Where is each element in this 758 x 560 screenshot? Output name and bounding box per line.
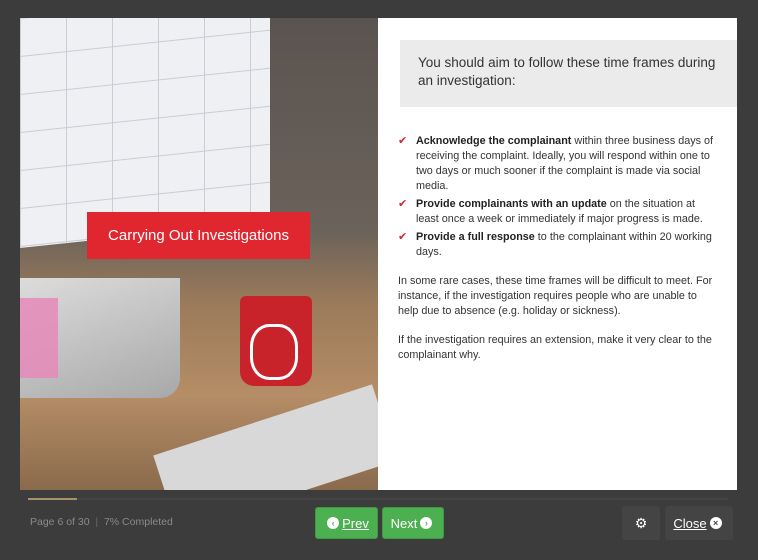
- keyboard-image: [153, 384, 378, 490]
- separator: |: [92, 516, 102, 528]
- close-button[interactable]: [665, 506, 733, 540]
- check-icon: ✔: [398, 135, 408, 147]
- slide-title-banner: Carrying Out Investigations: [87, 212, 310, 259]
- settings-button[interactable]: [622, 506, 660, 540]
- list-item: [398, 230, 720, 260]
- slide: [20, 18, 737, 490]
- list-item: [398, 134, 720, 194]
- next-button[interactable]: [382, 507, 444, 539]
- list-item: [398, 197, 720, 227]
- gears-icon: ⚙: [634, 514, 648, 531]
- completed-label: 7% Completed: [103, 516, 173, 528]
- sticky-note-image: [20, 298, 58, 378]
- chevron-left-icon: ‹: [327, 517, 339, 529]
- check-icon: ✔: [398, 231, 408, 243]
- prev-button[interactable]: [315, 507, 378, 539]
- paragraph: In some rare cases, these time frames will be difficult to meet. For instance, if the investigation requires people who are unable to help due to absence (e.g. holiday or sickness).: [398, 275, 713, 317]
- intro-box: You should aim to follow these time frames during an investigation:: [400, 40, 737, 107]
- bullet-text: within three business days of receiving the complaint. Ideally, you will respond within one to two days or much sooner if the complaint is made via social media.: [416, 135, 714, 192]
- page-status: [30, 516, 173, 528]
- progress-bar: [28, 498, 728, 500]
- prev-label: Prev: [342, 515, 369, 531]
- page-label: Page 6 of 30: [30, 516, 90, 528]
- progress-fill: [28, 498, 77, 500]
- bullet-bold: Provide a full response: [416, 231, 535, 243]
- bullet-text: to the complainant within 20 working days.: [416, 231, 712, 258]
- next-label: Next: [390, 515, 418, 531]
- close-icon: ×: [710, 517, 722, 529]
- bullet-text: on the situation at least once a week or immediately if major progress is made.: [416, 198, 703, 225]
- timeframe-list: [398, 134, 720, 260]
- bullet-bold: Provide complainants with an update: [416, 198, 607, 210]
- close-label: Close: [673, 515, 707, 531]
- check-icon: ✔: [398, 198, 408, 210]
- mug-image: [240, 296, 312, 386]
- chevron-right-icon: ›: [420, 517, 432, 529]
- bullet-bold: Acknowledge the complainant: [416, 135, 572, 147]
- slide-image: [20, 18, 378, 490]
- paragraph: If the investigation requires an extension, make it very clear to the complainant why.: [398, 334, 712, 361]
- slide-content: [378, 18, 737, 490]
